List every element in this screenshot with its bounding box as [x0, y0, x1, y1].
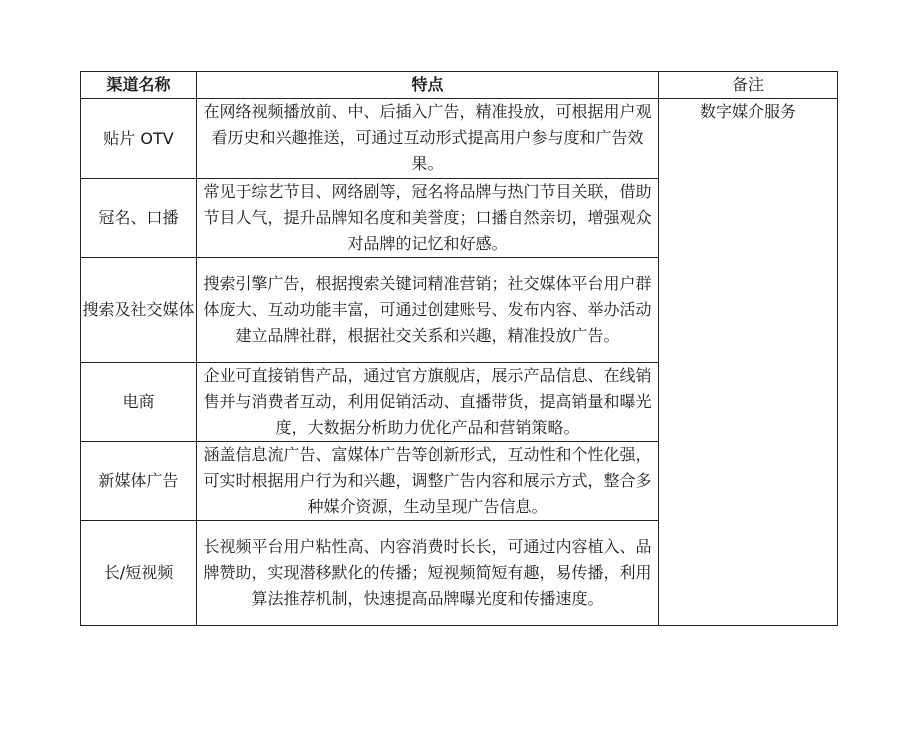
- features-cell: 常见于综艺节目、网络剧等，冠名将品牌与热门节目关联，借助节目人气，提升品牌知名度和美誉度；口播自然亲切，增强观众对品牌的记忆和好感。: [197, 179, 659, 258]
- header-features: 特点: [197, 72, 659, 99]
- channel-name-cell: 贴片 OTV: [81, 99, 197, 179]
- channel-name-cell: 长/短视频: [81, 521, 197, 626]
- header-channel-name: 渠道名称: [81, 72, 197, 99]
- channel-name-cell: 搜索及社交媒体: [81, 258, 197, 363]
- channel-name-cell: 电商: [81, 363, 197, 442]
- features-cell: 涵盖信息流广告、富媒体广告等创新形式，互动性和个性化强，可实时根据用户行为和兴趣，调整广告内容和展示方式，整合多种媒介资源，生动呈现广告信息。: [197, 442, 659, 521]
- channel-table: [80, 71, 838, 626]
- note-cell: 数字媒介服务: [659, 99, 838, 626]
- channel-name-cell: 冠名、口播: [81, 179, 197, 258]
- features-cell: 企业可直接销售产品，通过官方旗舰店，展示产品信息、在线销售并与消费者互动，利用促销活动、直播带货，提高销量和曝光度，大数据分析助力优化产品和营销策略。: [197, 363, 659, 442]
- features-cell: 在网络视频播放前、中、后插入广告，精准投放，可根据用户观看历史和兴趣推送，可通过互动形式提高用户参与度和广告效果。: [197, 99, 659, 179]
- channel-name-cell: 新媒体广告: [81, 442, 197, 521]
- table-row: [81, 99, 838, 179]
- header-note: 备注: [659, 72, 838, 99]
- table-header-row: [81, 72, 838, 99]
- features-cell: 搜索引擎广告，根据搜索关键词精准营销；社交媒体平台用户群体庞大、互动功能丰富，可通过创建账号、发布内容、举办活动建立品牌社群，根据社交关系和兴趣，精准投放广告。: [197, 258, 659, 363]
- features-cell: 长视频平台用户粘性高、内容消费时长长，可通过内容植入、品牌赞助，实现潜移默化的传播；短视频简短有趣，易传播，利用算法推荐机制，快速提高品牌曝光度和传播速度。: [197, 521, 659, 626]
